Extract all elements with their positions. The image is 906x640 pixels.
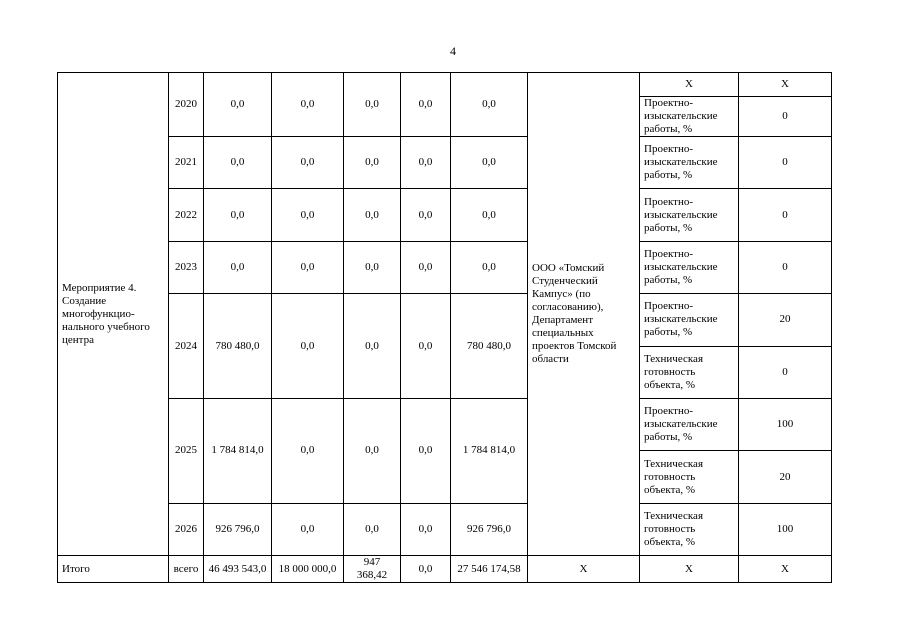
indicator-value: 20 <box>739 451 832 503</box>
indicator-value: 20 <box>739 294 832 346</box>
indicator-cell: Х <box>640 73 739 97</box>
amount-cell: 0,0 <box>344 137 401 189</box>
amount-cell: 0,0 <box>401 73 451 137</box>
year-cell: 2023 <box>169 241 204 293</box>
amount-cell: 0,0 <box>272 294 344 399</box>
amount-cell: 926 796,0 <box>204 503 272 555</box>
totals-row <box>58 556 832 583</box>
amount-cell: 0,0 <box>272 189 344 241</box>
indicator-cell: Проектно-изыскательские работы, % <box>640 294 739 346</box>
indicator-value: 0 <box>739 189 832 241</box>
amount-cell: 0,0 <box>451 73 528 137</box>
amount-cell: 0,0 <box>204 241 272 293</box>
year-cell: 2026 <box>169 503 204 555</box>
year-cell: 2024 <box>169 294 204 399</box>
table-row <box>58 503 832 555</box>
totals-responsible: Х <box>528 556 640 583</box>
amount-cell: 0,0 <box>344 503 401 555</box>
amount-cell: 0,0 <box>401 137 451 189</box>
amount-cell: 0,0 <box>204 189 272 241</box>
table-row <box>58 189 832 241</box>
responsible-executor: ООО «Томский Студенческий Кампус» (по согласованию), Департамент специальных проектов Томской области <box>528 73 640 556</box>
table-row <box>58 137 832 189</box>
table-row <box>58 73 832 97</box>
totals-amount: 27 546 174,58 <box>451 556 528 583</box>
table-row <box>58 294 832 346</box>
indicator-value: 0 <box>739 137 832 189</box>
funding-table <box>57 72 832 583</box>
indicator-value: Х <box>739 73 832 97</box>
totals-amount: 46 493 543,0 <box>204 556 272 583</box>
indicator-cell: Проектно-изыскательские работы, % <box>640 189 739 241</box>
amount-cell: 1 784 814,0 <box>451 398 528 503</box>
amount-cell: 0,0 <box>272 137 344 189</box>
totals-amount: 18 000 000,0 <box>272 556 344 583</box>
amount-cell: 0,0 <box>451 241 528 293</box>
amount-cell: 0,0 <box>204 137 272 189</box>
indicator-cell: Техническая готовность объекта, % <box>640 346 739 398</box>
activity-name: Мероприятие 4. Создание многофункцио-нального учебного центра <box>58 73 169 556</box>
amount-cell: 0,0 <box>401 189 451 241</box>
indicator-cell: Техническая готовность объекта, % <box>640 503 739 555</box>
indicator-value: 100 <box>739 503 832 555</box>
page-number: 4 <box>450 44 456 58</box>
amount-cell: 1 784 814,0 <box>204 398 272 503</box>
amount-cell: 0,0 <box>344 73 401 137</box>
totals-amount: 947 368,42 <box>344 556 401 583</box>
indicator-value: 0 <box>739 346 832 398</box>
indicator-value: 0 <box>739 241 832 293</box>
amount-cell: 0,0 <box>451 189 528 241</box>
totals-value: Х <box>739 556 832 583</box>
indicator-value: 0 <box>739 97 832 137</box>
indicator-value: 100 <box>739 398 832 450</box>
year-cell: 2022 <box>169 189 204 241</box>
indicator-cell: Техническая готовность объекта, % <box>640 451 739 503</box>
indicator-cell: Проектно-изыскательские работы, % <box>640 97 739 137</box>
amount-cell: 0,0 <box>401 503 451 555</box>
amount-cell: 0,0 <box>272 73 344 137</box>
amount-cell: 0,0 <box>272 503 344 555</box>
amount-cell: 0,0 <box>204 73 272 137</box>
amount-cell: 0,0 <box>344 294 401 399</box>
amount-cell: 0,0 <box>344 398 401 503</box>
table-row <box>58 241 832 293</box>
amount-cell: 0,0 <box>272 398 344 503</box>
amount-cell: 780 480,0 <box>204 294 272 399</box>
table-row <box>58 398 832 450</box>
amount-cell: 780 480,0 <box>451 294 528 399</box>
year-cell: 2021 <box>169 137 204 189</box>
totals-year: всего <box>169 556 204 583</box>
amount-cell: 926 796,0 <box>451 503 528 555</box>
amount-cell: 0,0 <box>451 137 528 189</box>
amount-cell: 0,0 <box>401 294 451 399</box>
year-cell: 2025 <box>169 398 204 503</box>
amount-cell: 0,0 <box>401 241 451 293</box>
indicator-cell: Проектно-изыскательские работы, % <box>640 241 739 293</box>
totals-amount: 0,0 <box>401 556 451 583</box>
year-cell: 2020 <box>169 73 204 137</box>
totals-label: Итого <box>58 556 169 583</box>
indicator-cell: Проектно-изыскательские работы, % <box>640 398 739 450</box>
amount-cell: 0,0 <box>344 189 401 241</box>
amount-cell: 0,0 <box>344 241 401 293</box>
amount-cell: 0,0 <box>272 241 344 293</box>
amount-cell: 0,0 <box>401 398 451 503</box>
totals-indicator: Х <box>640 556 739 583</box>
indicator-cell: Проектно-изыскательские работы, % <box>640 137 739 189</box>
